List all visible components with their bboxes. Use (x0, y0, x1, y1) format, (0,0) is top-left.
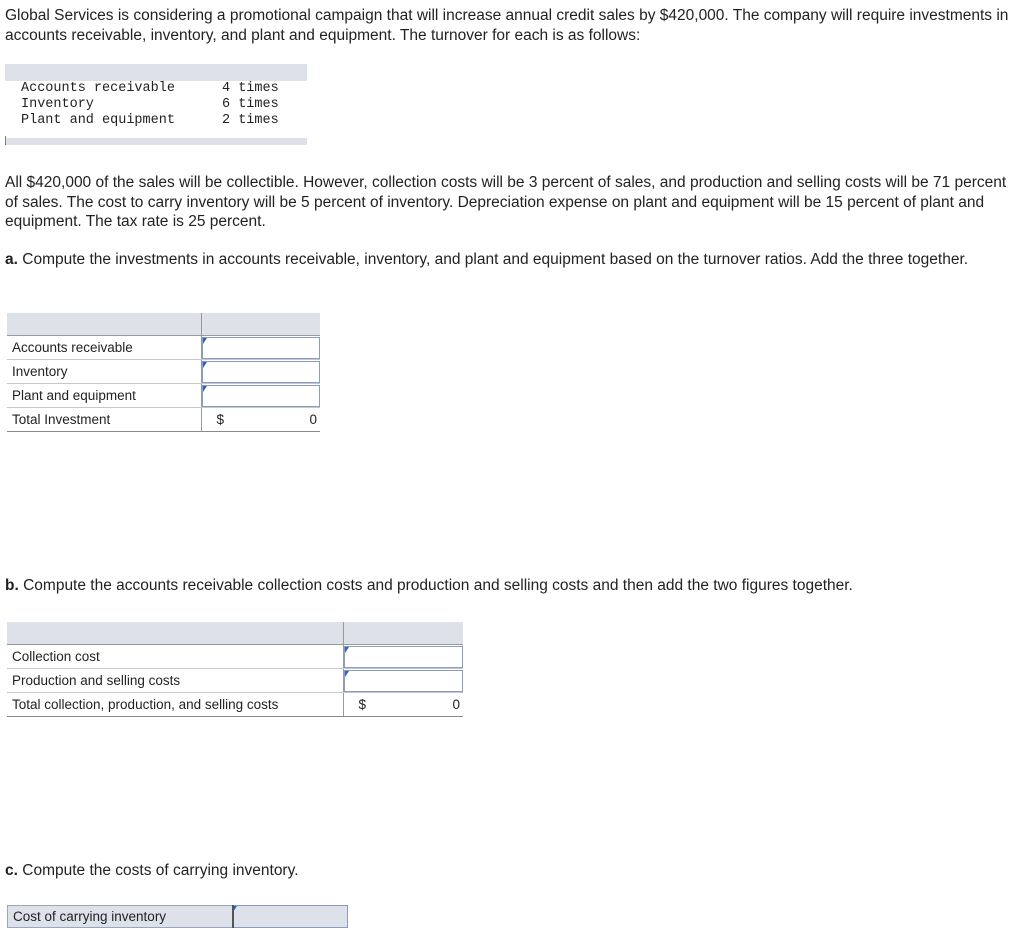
input-marker-icon (345, 671, 349, 677)
total-investment-value (201, 408, 320, 432)
question-text: Compute the investments in accounts receivable, inventory, and plant and equipment based on the turnover ratios. Add the three together. (22, 251, 969, 268)
input-marker-icon (203, 386, 207, 392)
table-divider (5, 136, 6, 145)
turnover-row (21, 97, 279, 113)
input-divider (232, 905, 234, 928)
investment-table (7, 313, 320, 432)
row-label: Inventory (7, 360, 201, 384)
total-label: Total collection, production, and selling costs (7, 693, 343, 717)
turnover-footer-band (5, 138, 307, 145)
total-row (7, 408, 320, 432)
plant-equipment-input[interactable] (202, 385, 321, 407)
costs-table (7, 622, 463, 717)
currency-symbol: $ (358, 697, 367, 712)
table-header (7, 622, 463, 645)
row-label: Plant and equipment (7, 384, 201, 408)
inventory-input[interactable] (202, 361, 321, 383)
turnover-label: Plant and equipment (21, 113, 175, 128)
total-value: 0 (309, 412, 317, 427)
question-letter: c. (5, 862, 18, 879)
turnover-table (5, 64, 307, 145)
row-label: Cost of carrying inventory (13, 909, 167, 924)
table-row (7, 384, 320, 408)
question-text: Compute the costs of carrying inventory. (22, 862, 299, 879)
question-letter: a. (5, 251, 18, 268)
total-label: Total Investment (7, 408, 201, 432)
total-value: 0 (452, 697, 460, 712)
turnover-value: 4 times (222, 81, 279, 96)
input-marker-icon (345, 647, 349, 653)
turnover-header-band (5, 64, 307, 81)
question-b (5, 576, 1017, 596)
collection-cost-input[interactable] (344, 646, 464, 668)
turnover-label: Inventory (21, 97, 94, 112)
table-header (7, 313, 320, 336)
turnover-row (21, 113, 279, 129)
row-label: Collection cost (7, 645, 343, 669)
accounts-receivable-input[interactable] (202, 337, 321, 359)
table-row (7, 360, 320, 384)
currency-symbol: $ (216, 412, 225, 427)
table-row (7, 645, 463, 669)
carrying-cost-row (7, 905, 347, 928)
turnover-value: 6 times (222, 97, 279, 112)
question-a (5, 250, 1017, 270)
total-row (7, 693, 463, 717)
turnover-value: 2 times (222, 113, 279, 128)
question-text: Compute the accounts receivable collection costs and production and selling costs and then add the two figures together. (23, 577, 853, 594)
row-label: Production and selling costs (7, 669, 343, 693)
problem-intro: Global Services is considering a promotional campaign that will increase annual credit sales by $420,000. The company will require investments in accounts receivable, inventory, and plant and equipment. The turnover for each is as follows: (5, 7, 1009, 44)
production-selling-costs-input[interactable] (344, 670, 464, 692)
table-row (7, 669, 463, 693)
carrying-cost-input[interactable] (232, 905, 348, 928)
turnover-row (21, 81, 279, 97)
turnover-label: Accounts receivable (21, 81, 175, 96)
question-letter: b. (5, 577, 19, 594)
table-row (7, 336, 320, 360)
problem-details: All $420,000 of the sales will be collectible. However, collection costs will be 3 percent of sales, and production and selling costs will be 71 percent of sales. The cost to carry inventory will be 5 percent of inventory. Depreciation expense on plant and equipment will be 15 percent of plant and equipment. The tax rate is 25 percent. (5, 174, 1007, 230)
total-costs-value (343, 693, 463, 717)
input-marker-icon (203, 362, 207, 368)
input-marker-icon (203, 338, 207, 344)
row-label: Accounts receivable (7, 336, 201, 360)
question-c (5, 861, 1017, 881)
